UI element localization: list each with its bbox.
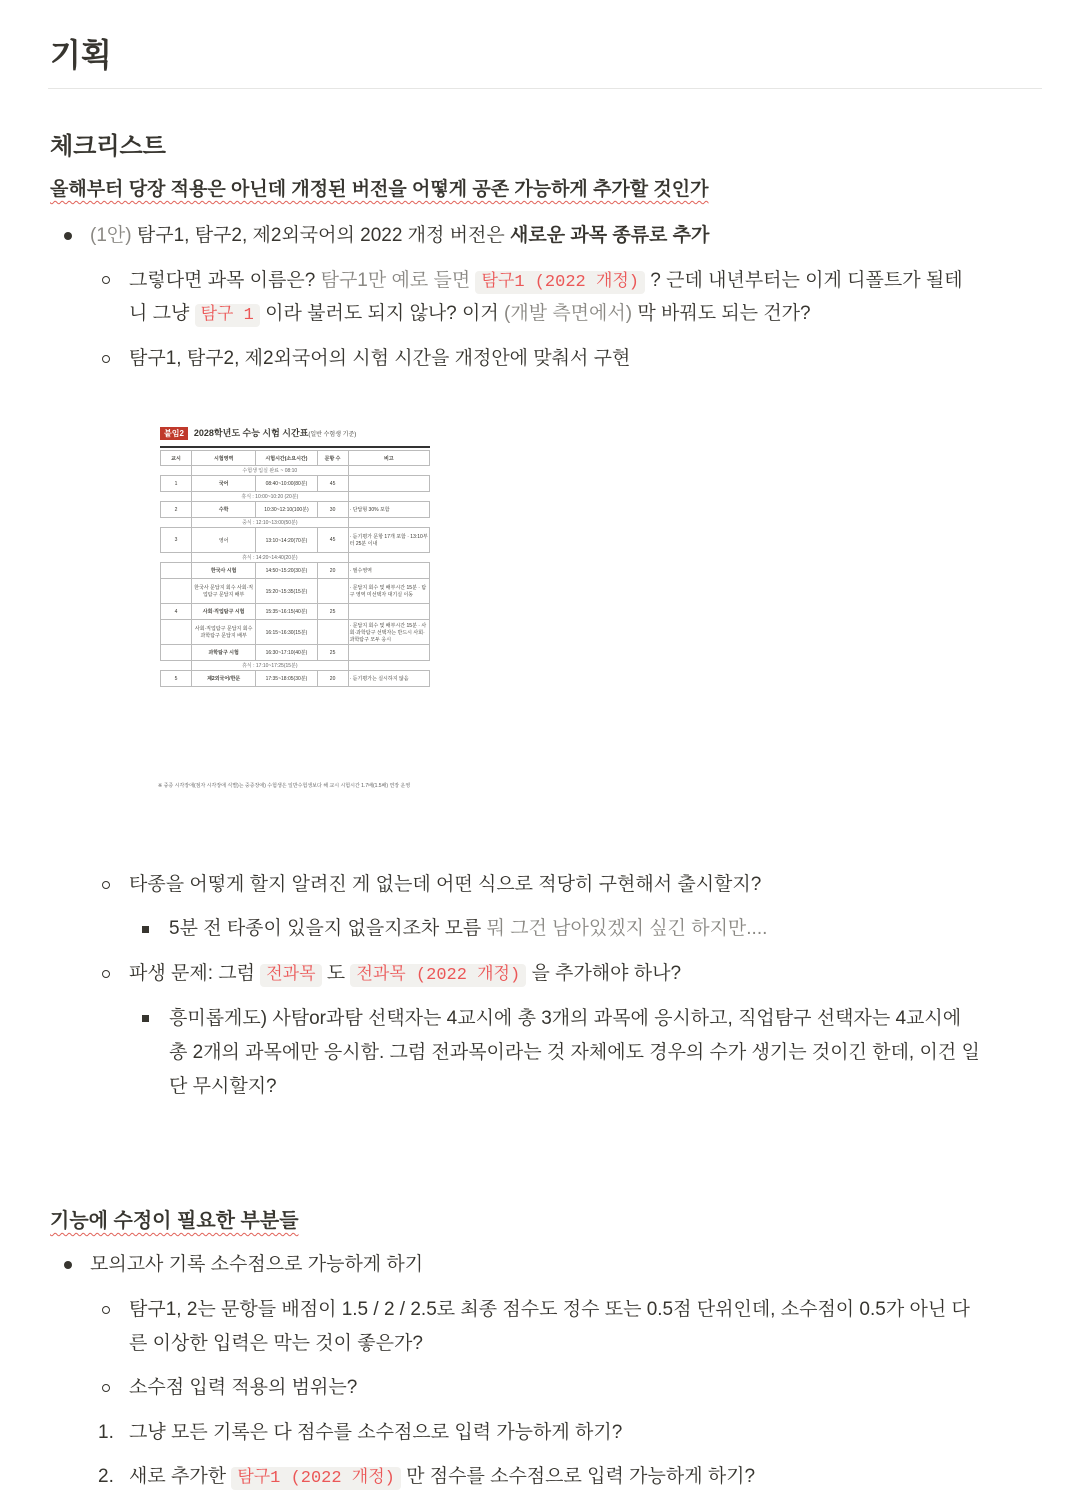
list-item-derived-detail-l3[interactable]: 단 무시할지? — [169, 1076, 277, 1097]
features-heading[interactable]: 기능에 수정이 필요한 부분들 — [50, 1210, 299, 1232]
timetable-cell: 2 — [161, 502, 192, 518]
list-number: 1. — [98, 1422, 114, 1443]
timetable-rest-row — [161, 466, 430, 476]
timetable-cell: 20 — [317, 563, 348, 579]
circle-bullet-icon — [102, 355, 110, 363]
timetable-cell — [317, 579, 348, 604]
timetable-cell — [161, 579, 192, 604]
timetable-row — [161, 620, 430, 645]
timetable-row — [161, 671, 430, 687]
list-item-scoring-l1[interactable]: 탐구1, 2는 문항들 배점이 1.5 / 2 / 2.5로 최종 점수도 정수 또는 0.5점 단위인데, 소수점이 0.5가 아닌 다 — [129, 1299, 970, 1320]
timetable-rest-cell: 휴식 : 14:20~14:40(20분) — [192, 553, 349, 563]
timetable-cell: 한국사 시험 — [192, 563, 256, 579]
timetable-header-cell: 시험시간(소요시간) — [256, 451, 317, 466]
timetable-cell: 5 — [161, 671, 192, 687]
timetable-header-cell: 문항 수 — [317, 451, 348, 466]
title-divider — [48, 88, 1042, 89]
timetable-cell: 1 — [161, 476, 192, 492]
list-item-scoring-l2[interactable]: 른 이상한 입력은 막는 것이 좋은가? — [129, 1333, 423, 1354]
timetable-cell: 영어 — [192, 528, 256, 553]
timetable-cell: 4 — [161, 604, 192, 620]
list-item-derived-issue[interactable]: 파생 문제: 그럼 전과목 도 전과목 (2022 개정) 을 추가해야 하나? — [129, 963, 682, 985]
timetable-cell: 10:30~12:10(100분) — [256, 502, 317, 518]
timetable-badge: 붙임2 — [160, 427, 188, 440]
timetable-cell: 수학 — [192, 502, 256, 518]
timetable-rest-row — [161, 492, 430, 502]
timetable-rest-cell: 중식 : 12:10~13:00(50분) — [192, 518, 349, 528]
timetable-footnote: ※ 중증 시각장애(점자 시각장애 식별)는 중증장애) 수험생은 일반수험생보다 해 교시 시험시간 1.7배(1.5배) 연장 운영 — [158, 783, 411, 789]
timetable-cell: 사회·직업탐구 문답지 회수 과학탐구 문답지 배부 — [192, 620, 256, 645]
timetable-cell: 15:35~16:15(40분) — [256, 604, 317, 620]
timetable-row — [161, 579, 430, 604]
inline-code: 탐구 1 — [195, 304, 260, 327]
timetable-cell — [348, 604, 429, 620]
bullet-icon — [64, 232, 72, 240]
list-item-option-new[interactable]: 새로 추가한 탐구1 (2022 개정) 만 점수를 소수점으로 입력 가능하게 하기? — [129, 1466, 756, 1488]
checklist-question[interactable]: 올해부터 당장 적용은 아닌데 개정된 버전을 어떻게 공존 가능하게 추가할 것인가 — [50, 179, 709, 200]
timetable-header-cell: 시험영역 — [192, 451, 256, 466]
timetable-title: 붙임2 2028학년도 수능 시험 시간표(일반 수험생 기준) — [160, 426, 356, 440]
timetable-rest-cell: 휴식 : 17:10~17:25(15분) — [192, 661, 349, 671]
timetable-cell: 과학탐구 시험 — [192, 645, 256, 661]
list-item-derived-detail-l1[interactable]: 흥미롭게도) 사탐or과탐 선택자는 4교시에 총 3개의 과목에 응시하고, 직업탐구 선택자는 4교시에 — [169, 1008, 962, 1029]
timetable-header-cell: 비고 — [348, 451, 429, 466]
timetable-cell: 국어 — [192, 476, 256, 492]
timetable-cell — [348, 476, 429, 492]
timetable-cell: 25 — [317, 645, 348, 661]
list-item-exam-time[interactable]: 탐구1, 탐구2, 제2외국어의 시험 시간을 개정안에 맞춰서 구현 — [129, 348, 631, 369]
timetable-row — [161, 476, 430, 492]
circle-bullet-icon — [102, 1384, 110, 1392]
circle-bullet-icon — [102, 881, 110, 889]
timetable-row — [161, 604, 430, 620]
list-item-option1[interactable]: (1안) 탐구1, 탐구2, 제2외국어의 2022 개정 버전은 새로운 과목 종류로 추가 — [90, 225, 710, 246]
timetable-cell — [317, 620, 348, 645]
timetable-cell: 한국사 문답지 회수 사회·직업탐구 문답지 배부 — [192, 579, 256, 604]
inline-code: 탐구1 (2022 개정) — [231, 1467, 401, 1490]
timetable-cell: 15:20~15:35(15분) — [256, 579, 317, 604]
timetable-cell: · 듣기평가 문항 17개 포함 · 13:10부터 25분 이내 — [348, 528, 429, 553]
timetable-cell: 사회·직업탐구 시험 — [192, 604, 256, 620]
square-bullet-icon — [142, 926, 149, 933]
timetable-cell: 3 — [161, 528, 192, 553]
timetable-cell: 30 — [317, 502, 348, 518]
list-item-bell[interactable]: 타종을 어떻게 할지 알려진 게 없는데 어떤 식으로 적당히 구현해서 출시할지? — [129, 874, 762, 895]
timetable-cell: 20 — [317, 671, 348, 687]
timetable-row — [161, 502, 430, 518]
timetable-cell: 13:10~14:20(70분) — [256, 528, 317, 553]
timetable-header-cell: 교시 — [161, 451, 192, 466]
list-item-decimal[interactable]: 모의고사 기록 소수점으로 가능하게 하기 — [90, 1254, 424, 1275]
timetable-rest-row — [161, 518, 430, 528]
timetable-row — [161, 528, 430, 553]
timetable-row — [161, 645, 430, 661]
circle-bullet-icon — [102, 276, 110, 284]
timetable-table — [160, 450, 430, 687]
circle-bullet-icon — [102, 1306, 110, 1314]
timetable-cell: · 필수영역 — [348, 563, 429, 579]
timetable-cell: 제2외국어/한문 — [192, 671, 256, 687]
timetable-cell — [161, 645, 192, 661]
timetable-cell: · 단답형 30% 포함 — [348, 502, 429, 518]
timetable-cell: 16:30~17:10(40분) — [256, 645, 317, 661]
timetable-rest-cell: 휴식 : 10:00~10:20 (20분) — [192, 492, 349, 502]
list-item-subject-name-cont[interactable]: 니 그냥 탐구 1 이라 불러도 되지 않나? 이거 (개발 측면에서) 막 바꿔도 되는 건가? — [129, 303, 811, 325]
timetable-rest-row — [161, 661, 430, 671]
list-item-bell-detail[interactable]: 5분 전 타종이 있을지 없을지조차 모름 뭐 그건 남아있겠지 싶긴 하지만.... — [169, 918, 768, 939]
timetable-cell: · 듣기평가는 실시하지 않음 — [348, 671, 429, 687]
circle-bullet-icon — [102, 970, 110, 978]
timetable-cell: · 문답지 회수 및 배부시간 15분 · 탐구 영역 미선택자 대기실 이동 — [348, 579, 429, 604]
list-item-subject-name[interactable]: 그렇다면 과목 이름은? 탐구1만 예로 들면 탐구1 (2022 개정) ? 근데 내년부터는 이게 디폴트가 될테 — [129, 270, 963, 292]
timetable-image — [156, 420, 434, 796]
timetable-cell: 14:50~15:20(30분) — [256, 563, 317, 579]
timetable-cell: 08:40~10:00(80분) — [256, 476, 317, 492]
timetable-row — [161, 563, 430, 579]
page-title: 기획 — [50, 37, 112, 73]
timetable-rest-cell: 수험생 입실 완료 ~ 08:10 — [192, 466, 349, 476]
square-bullet-icon — [142, 1015, 149, 1022]
list-item-scope[interactable]: 소수점 입력 적용의 범위는? — [129, 1377, 358, 1398]
timetable-cell: 45 — [317, 528, 348, 553]
inline-code: 전과목 (2022 개정) — [350, 964, 526, 987]
bullet-icon — [64, 1261, 72, 1269]
timetable-cell: 16:15~16:30(15분) — [256, 620, 317, 645]
timetable-cell — [348, 645, 429, 661]
inline-code: 전과목 — [260, 964, 321, 987]
list-item-derived-detail-l2[interactable]: 총 2개의 과목에만 응시함. 그럼 전과목이라는 것 자체에도 경우의 수가 생기는 것이긴 한데, 이건 일 — [169, 1042, 980, 1063]
timetable-cell: 25 — [317, 604, 348, 620]
list-item-option-all[interactable]: 그냥 모든 기록은 다 점수를 소수점으로 입력 가능하게 하기? — [129, 1422, 623, 1443]
timetable-cell: 45 — [317, 476, 348, 492]
timetable-cell: 17:35~18:05(30분) — [256, 671, 317, 687]
timetable-rest-row — [161, 553, 430, 563]
timetable-cell — [161, 620, 192, 645]
list-number: 2. — [98, 1466, 114, 1487]
timetable-cell — [161, 563, 192, 579]
inline-code: 탐구1 (2022 개정) — [475, 271, 645, 294]
checklist-heading: 체크리스트 — [50, 133, 166, 160]
timetable-cell: · 문답지 회수 및 배부시간 15분 · 사회·과학탐구 선택자는 반드시 사회·과학탐구 모두 응시 — [348, 620, 429, 645]
